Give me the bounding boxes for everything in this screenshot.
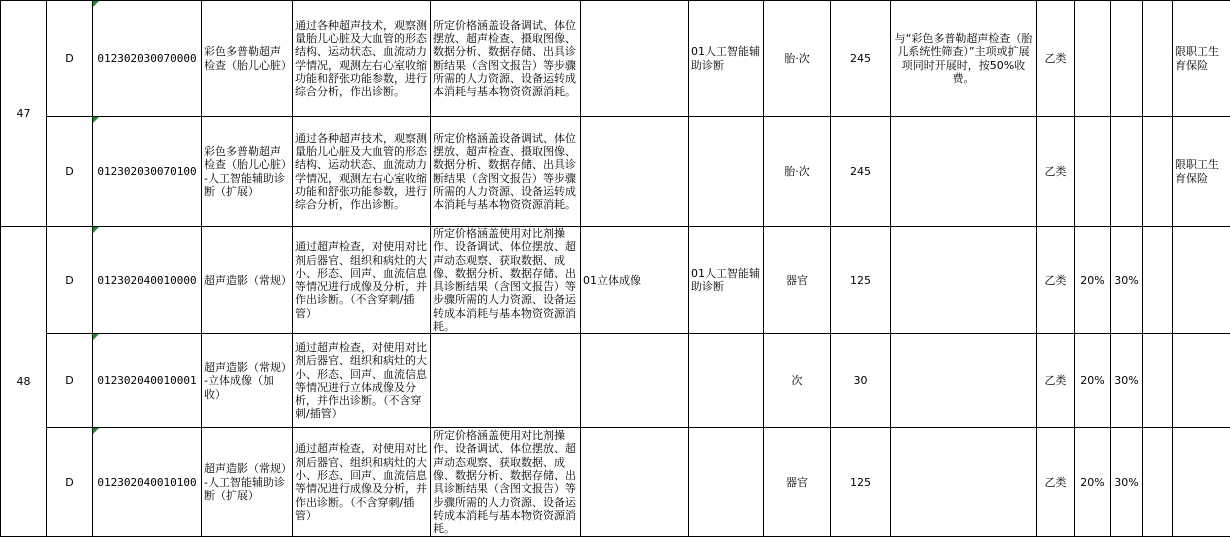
project-code-cell: [93, 334, 202, 428]
cell-comment-marker-icon: [93, 1, 99, 7]
insurance-class-cell: 乙类: [1037, 227, 1075, 334]
explanation-cell: [891, 227, 1037, 334]
price-cell: 245: [831, 117, 891, 227]
blank-cell: [1143, 227, 1173, 334]
addon-item-cell: [581, 428, 689, 537]
ratio-cell-1: [1075, 117, 1111, 227]
service-connotation-cell: 通过超声检查，对使用对比剂后器官、组织和病灶的大小、形态、回声、血流信息等情况进行成像及分析，并作出诊断。（不含穿刺/插管）: [293, 227, 431, 334]
service-connotation-cell: 通过各种超声技术，观察测量胎儿心脏及大血管的形态结构、运动状态、血流动力学情况，观测左右心室收缩功能和舒张功能参数，进行综合分析，作出诊断。: [293, 1, 431, 117]
ratio-cell-1: [1075, 1, 1111, 117]
addon-item-cell: [581, 1, 689, 117]
table-row: [1, 428, 1230, 537]
project-name-cell: 超声造影（常规）-人工智能辅助诊断（扩展）: [202, 428, 293, 537]
pricing-unit-cell: 器官: [764, 428, 831, 537]
price-composition-cell: [431, 334, 581, 428]
remark-cell: 限职工生育保险: [1173, 1, 1230, 117]
project-name-cell: 超声造影（常规）: [202, 227, 293, 334]
cell-comment-marker-icon: [93, 227, 99, 233]
extension-item-cell: 01人工智能辅助诊断: [689, 227, 764, 334]
price-cell: 30: [831, 334, 891, 428]
table-row: [1, 334, 1230, 428]
project-name-cell: 彩色多普勒超声检查（胎儿心脏）-人工智能辅助诊断（扩展）: [202, 117, 293, 227]
blank-cell: [1143, 1, 1173, 117]
project-code: 012302030070000: [97, 51, 197, 65]
remark-cell: [1173, 227, 1230, 334]
price-cell: 245: [831, 1, 891, 117]
table-row: [1, 117, 1230, 227]
insurance-class-cell: 乙类: [1037, 117, 1075, 227]
project-name-cell: 超声造影（常规）-立体成像（加收）: [202, 334, 293, 428]
price-composition-cell: 所定价格涵盖设备调试、体位摆放、超声检查、摄取图像、数据分析、数据存储、出具诊断结果（含图文报告）等步骤所需的人力资源、设备运转成本消耗与基本物资资源消耗。: [431, 117, 581, 227]
insurance-class-cell: 乙类: [1037, 1, 1075, 117]
cell-comment-marker-icon: [93, 334, 99, 340]
service-connotation-cell: 通过各种超声技术，观察测量胎儿心脏及大血管的形态结构、运动状态、血流动力学情况，观测左右心室收缩功能和舒张功能参数，进行综合分析，作出诊断。: [293, 117, 431, 227]
service-connotation-cell: 通过超声检查，对使用对比剂后器官、组织和病灶的大小、形态、回声、血流信息等情况进行成像及分析，并作出诊断。（不含穿刺/插管）: [293, 428, 431, 537]
category-cell: D: [47, 334, 93, 428]
remark-cell: 限职工生育保险: [1173, 117, 1230, 227]
explanation-cell: [891, 334, 1037, 428]
remark-cell: [1173, 428, 1230, 537]
group-number-cell: 47: [1, 1, 47, 227]
ratio-cell-1: 20%: [1075, 428, 1111, 537]
ratio-cell-2: 30%: [1111, 428, 1143, 537]
pricing-unit-cell: 胎·次: [764, 1, 831, 117]
ratio-cell-2: [1111, 117, 1143, 227]
extension-item-cell: [689, 334, 764, 428]
table-row: [1, 1, 1230, 117]
project-code-cell: [93, 227, 202, 334]
price-composition-cell: 所定价格涵盖设备调试、体位摆放、超声检查、摄取图像、数据分析、数据存储、出具诊断结果（含图文报告）等步骤所需的人力资源、设备运转成本消耗与基本物资资源消耗。: [431, 1, 581, 117]
pricing-unit-cell: 器官: [764, 227, 831, 334]
explanation-cell: [891, 117, 1037, 227]
price-composition-cell: 所定价格涵盖使用对比剂操作、设备调试、体位摆放、超声动态观察、获取数据、成像、数据分析、数据存储、出具诊断结果（含图文报告）等步骤所需的人力资源、设备运转成本消耗与基本物资资源消耗。: [431, 428, 581, 537]
project-code-cell: [93, 1, 202, 117]
ratio-cell-2: 30%: [1111, 227, 1143, 334]
extension-item-cell: [689, 428, 764, 537]
addon-item-cell: 01立体成像: [581, 227, 689, 334]
cell-comment-marker-icon: [93, 117, 99, 123]
blank-cell: [1143, 117, 1173, 227]
group-number-cell: 48: [1, 227, 47, 537]
ratio-cell-1: 20%: [1075, 227, 1111, 334]
extension-item-cell: [689, 117, 764, 227]
project-code: 012302040010100: [97, 475, 197, 489]
category-cell: D: [47, 1, 93, 117]
ratio-cell-2: [1111, 1, 1143, 117]
price-cell: 125: [831, 428, 891, 537]
category-cell: D: [47, 227, 93, 334]
ratio-cell-1: 20%: [1075, 334, 1111, 428]
insurance-class-cell: 乙类: [1037, 334, 1075, 428]
category-cell: D: [47, 117, 93, 227]
insurance-class-cell: 乙类: [1037, 428, 1075, 537]
blank-cell: [1143, 334, 1173, 428]
explanation-cell: [891, 428, 1037, 537]
project-code: 012302040010000: [97, 273, 197, 287]
project-code-cell: [93, 428, 202, 537]
blank-cell: [1143, 428, 1173, 537]
price-cell: 125: [831, 227, 891, 334]
project-code: 012302040010001: [97, 374, 197, 388]
pricing-unit-cell: 胎·次: [764, 117, 831, 227]
explanation-cell: 与“彩色多普勒超声检查（胎儿系统性筛查）”主项或扩展项同时开展时，按50%收费。: [891, 1, 1037, 117]
extension-item-cell: 01人工智能辅助诊断: [689, 1, 764, 117]
remark-cell: [1173, 334, 1230, 428]
service-connotation-cell: 通过超声检查，对使用对比剂后器官、组织和病灶的大小、形态、回声、血流信息等情况进行立体成像及分析，并作出诊断。（不含穿刺/插管）: [293, 334, 431, 428]
price-composition-cell: 所定价格涵盖使用对比剂操作、设备调试、体位摆放、超声动态观察、获取数据、成像、数据分析、数据存储、出具诊断结果（含图文报告）等步骤所需的人力资源、设备运转成本消耗与基本物资资源消耗。: [431, 227, 581, 334]
addon-item-cell: [581, 334, 689, 428]
project-code: 012302030070100: [97, 164, 197, 178]
category-cell: D: [47, 428, 93, 537]
addon-item-cell: [581, 117, 689, 227]
project-name-cell: 彩色多普勒超声检查（胎儿心脏）: [202, 1, 293, 117]
cell-comment-marker-icon: [93, 428, 99, 434]
pricing-unit-cell: 次: [764, 334, 831, 428]
table-row: [1, 227, 1230, 334]
project-code-cell: [93, 117, 202, 227]
ratio-cell-2: 30%: [1111, 334, 1143, 428]
